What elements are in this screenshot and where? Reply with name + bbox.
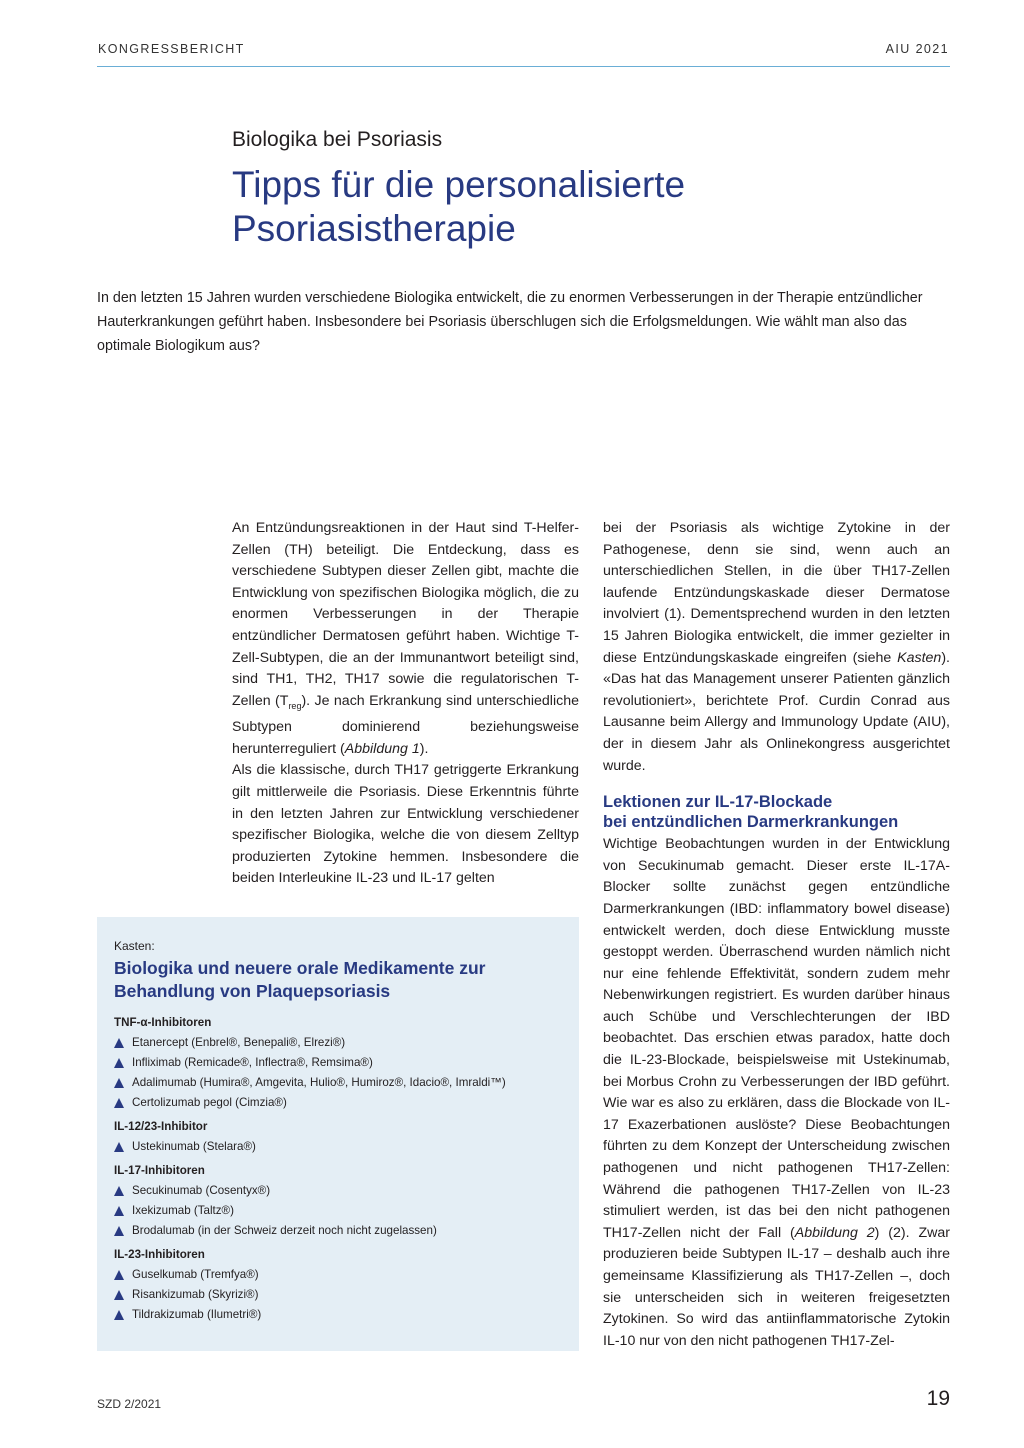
drug-group-heading: IL-17-Inhibitoren (114, 1164, 205, 1177)
heading-line: bei entzündlichen Darmerkrankungen (603, 813, 899, 832)
drug-list-item (114, 1305, 569, 1325)
issue-label: SZD 2/2021 (97, 1397, 162, 1411)
drug-list-item (114, 1137, 569, 1157)
triangle-bullet-icon (114, 1206, 124, 1216)
drug-group-heading: IL-23-Inhibitoren (114, 1248, 205, 1261)
triangle-bullet-icon (114, 1310, 124, 1320)
drug-list-item (114, 1285, 569, 1305)
page-header (97, 40, 950, 67)
box-reference: Kasten (897, 649, 942, 666)
section-label: KONGRESSBERICHT (98, 42, 245, 56)
paragraph (603, 518, 950, 777)
drug-name: Infliximab (Remicade®, Inflectra®, Remsima®) (132, 1056, 373, 1069)
triangle-bullet-icon (114, 1270, 124, 1280)
paragraph (603, 834, 950, 1352)
text: An Entzündungsreaktionen in der Haut sind T-Helfer-Zellen (TH) beteiligt. Die Entdeckung, dass es verschiedene Subtypen dieser Zellen gibt, machte die Entwicklung von spezifischen Biologika möglich, die zu enormen Verbesserungen in der Therapie entzündlicher Dermatosen geführt haben. Wichtige T-Zell-Subtypen, die an der Immunantwort beteiligt sind, sind TH1, TH2, TH17 sowie die regulatorischen T-Zellen (T (232, 520, 579, 709)
lead-text: In den letzten 15 Jahren wurden verschiedene Biologika entwickelt, die zu enormen Verbesserungen in der Therapie entzündlicher Hauterkrankungen geführt haben. Insbesondere bei Psoriasis überschlugen sich die Erfolgsmeldungen. Wie wählt man also das optimale Biologikum aus? (97, 290, 923, 354)
text: ). (419, 740, 429, 757)
triangle-bullet-icon (114, 1186, 124, 1196)
drug-name: Guselkumab (Tremfya®) (132, 1268, 259, 1281)
triangle-bullet-icon (114, 1226, 124, 1236)
box-title: Biologika und neuere orale Medikamente zur Behandlung von Plaquepsoriasis (114, 958, 486, 1001)
heading-line: Lektionen zur IL-17-Blockade (603, 793, 833, 812)
triangle-bullet-icon (114, 1098, 124, 1108)
triangle-bullet-icon (114, 1142, 124, 1152)
drug-list-item (114, 1053, 569, 1073)
drug-name: Risankizumab (Skyrizi®) (132, 1288, 259, 1301)
subscript: reg (288, 700, 302, 711)
info-box (97, 917, 579, 1351)
drug-name: Secukinumab (Cosentyx®) (132, 1184, 271, 1197)
article-lead (97, 286, 950, 358)
drug-name: Tildrakizumab (Ilumetri®) (132, 1308, 262, 1321)
triangle-bullet-icon (114, 1058, 124, 1068)
drug-group-heading: IL-12/23-Inhibitor (114, 1120, 208, 1133)
paragraph (232, 518, 579, 760)
drug-list-item (114, 1201, 569, 1221)
text: ). Je nach Erkrankung sind unterschiedliche Subtypen dominierend beziehungsweise herunterreguliert ( (232, 692, 579, 757)
drug-name: Ustekinumab (Stelara®) (132, 1140, 256, 1153)
drug-list-item (114, 1033, 569, 1053)
drug-name: Certolizumab pegol (Cimzia®) (132, 1096, 287, 1109)
article-title: Tipps für die personalisierte Psoriasistherapie (232, 164, 686, 249)
triangle-bullet-icon (114, 1290, 124, 1300)
drug-name: Etanercept (Enbrel®, Benepali®, Elrezi®) (132, 1036, 346, 1049)
drug-group-heading: TNF-α-Inhibitoren (114, 1016, 212, 1029)
figure-reference: Abbildung 2 (794, 1224, 875, 1241)
drug-name: Adalimumab (Humira®, Amgevita, Hulio®, Humiroz®, Idacio®, Imraldi™) (132, 1076, 506, 1089)
drug-name: Brodalumab (in der Schweiz derzeit noch nicht zugelassen) (132, 1224, 437, 1237)
page-number: 19 (926, 1387, 950, 1410)
drug-list-item (114, 1093, 569, 1113)
event-label: AIU 2021 (885, 42, 949, 56)
text: ). «Das hat das Management unserer Patienten gänzlich revolutioniert», berichtete Prof. Curdin Conrad aus Lausanne beim Allergy and Immunology Update (AIU), der in diesem Jahr als Onlinekongress ausgerichtet wurde. (603, 649, 950, 774)
text: Wichtige Beobachtungen wurden in der Entwicklung von Secukinumab gemacht. Dieser erste IL-17A-Blocker sollte zunächst gegen entzündliche Darmerkrankungen (IBD: inflammatory bowel disease) entwickelt werden, doch diese Entwicklung musste gestoppt werden. Überraschend wurden nämlich nicht nur eine fehlende Effektivität, sondern zudem mehr Nebenwirkungen registriert. Es wurden darüber hinaus auch Schübe und Verschlechterungen der IBD beobachtet. Das erschien etwas paradox, hatte doch die IL-23-Blockade, beispielsweise mit Ustekinumab, bei Morbus Crohn zu Verbesserungen der IBD geführt. Wie war es also zu erklären, dass die Blockade von IL-17 Exazerbationen auslöste? Diese Beobachtungen führten zu dem Konzept der Unterscheidung zwischen pathogenen und nicht pathogenen TH17-Zellen: Während die pathogenen TH17-Zellen von IL-23 stimuliert werden, ist das bei den nicht pathogenen TH17-Zellen nicht der Fall ( (603, 836, 950, 1241)
drug-list (114, 1013, 569, 1325)
triangle-bullet-icon (114, 1038, 124, 1048)
column-right (603, 518, 950, 1352)
triangle-bullet-icon (114, 1078, 124, 1088)
paragraph: Als die klassische, durch TH17 getriggerte Erkrankung gilt mittlerweile die Psoriasis. Diese Erkenntnis führte in den letzten Jahren zur Entwicklung verschiedener spezifischer Biologika, welche die von diesem Zelltyp produzierten Zytokine hemmen. Insbesondere die beiden Interleukine IL-23 und IL-17 gelten (232, 762, 579, 887)
drug-list-item (114, 1265, 569, 1285)
article-kicker: Biologika bei Psoriasis (232, 128, 443, 151)
drug-list-item (114, 1073, 569, 1093)
section-heading (603, 792, 950, 832)
drug-list-item (114, 1221, 569, 1241)
drug-name: Ixekizumab (Taltz®) (132, 1204, 234, 1217)
column-left (232, 518, 579, 890)
text: bei der Psoriasis als wichtige Zytokine in der Pathogenese, denn sie sind, wenn auch an unterschiedlichen Stellen, in die über TH17-Zellen laufende Entzündungskaskade dieser Dermatose involviert (1). Dementsprechend wurden in den letzten 15 Jahren Biologika entwickelt, die immer gezielter in diese Entzündungskaskade eingreifen (siehe (603, 520, 950, 666)
drug-list-item (114, 1181, 569, 1201)
text: ) (2). Zwar produzieren beide Subtypen IL-17 – deshalb auch ihre gemeinsame Klassifizierung als TH17-Zellen –, doch sie unterscheiden sich in weiteren freigesetzten Zytokinen. So wird das antiinflammatorische Zytokin IL-10 nur von den nicht pathogenen TH17-Zel- (603, 1224, 950, 1349)
box-label: Kasten: (114, 939, 155, 953)
figure-reference: Abbildung 1 (344, 740, 420, 757)
